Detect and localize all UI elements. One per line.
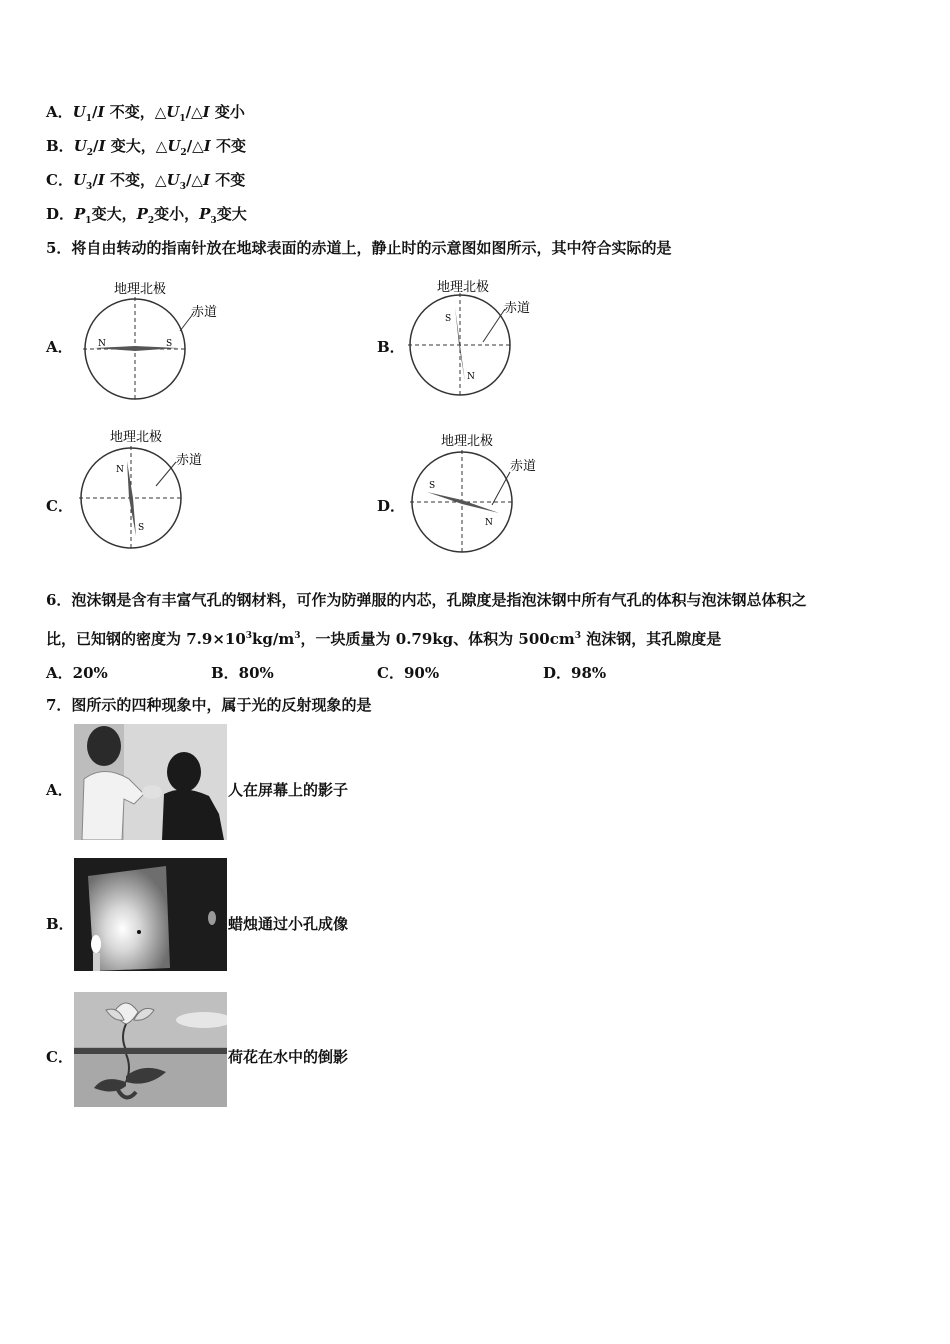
needle-n: N [98, 339, 106, 349]
q5-label-a: A． [46, 338, 73, 356]
q7-label-b: B． [46, 915, 74, 933]
lotus-reflection-photo [74, 992, 227, 1107]
north-label: 地理北极 [110, 430, 163, 445]
needle-s: S [445, 314, 452, 324]
q4-option-a: A．$U_1/I$ 不变，$\triangle U_1/\triangle I$ 变小 [46, 103, 245, 124]
needle-n: N [116, 465, 124, 475]
q7-caption-c: 荷花在水中的倒影 [228, 1048, 349, 1066]
q4-option-c: C．$U_3/I$ 不变，$\triangle U_3/\triangle I$ 不变 [46, 171, 246, 192]
equator-label: 赤道 [510, 459, 537, 474]
q7-label-c: C． [46, 1048, 73, 1066]
q6-stem-line2: 比，已知钢的密度为 $7.9\times 10^3kg/m^3$，一块质量为 0.79kg、体积为 $500cm^3$ 泡沫钢，其孔隙度是 [46, 630, 722, 648]
q6-option-c: C．90% [377, 664, 440, 682]
north-label: 地理北极 [437, 280, 490, 295]
needle-s: S [429, 481, 436, 491]
q5-label-d: D． [377, 497, 406, 515]
q7-caption-a: 人在屏幕上的影子 [228, 781, 349, 799]
north-label: 地理北极 [114, 282, 167, 297]
q4-option-b: B．$U_2/I$ 变大，$\triangle U_2/\triangle I$ 不变 [46, 137, 246, 158]
equator-label: 赤道 [191, 305, 218, 320]
q6-option-b: B．80% [211, 664, 274, 682]
q6-stem-line1: 6．泡沫钢是含有丰富气孔的钢材料，可作为防弹服的内芯，孔隙度是指泡沫钢中所有气孔的体积与泡沫钢总体积之 [46, 591, 807, 609]
equator-label: 赤道 [176, 453, 203, 468]
q5-label-b: B． [377, 338, 405, 356]
equator-label: 赤道 [504, 301, 531, 316]
needle-n: N [485, 518, 493, 528]
north-label: 地理北极 [441, 434, 494, 449]
needle-n: N [467, 372, 475, 382]
q6-option-a: A．20% [46, 664, 108, 682]
q5-stem: 5．将自由转动的指南针放在地球表面的赤道上，静止时的示意图如图所示，其中符合实际的是 [46, 239, 672, 257]
q6-option-d: D．98% [543, 664, 607, 682]
q5-label-c: C． [46, 497, 73, 515]
compass-diagram-b [403, 274, 553, 404]
q7-caption-b: 蜡烛通过小孔成像 [228, 915, 349, 933]
q7-stem: 7．图所示的四种现象中，属于光的反射现象的是 [46, 696, 372, 714]
q4-option-d: D．$P_1$变大，$P_2$变小，$P_3$变大 [46, 205, 247, 226]
compass-diagram-d [407, 430, 557, 560]
needle-s: S [166, 339, 173, 349]
shadow-photo [74, 724, 227, 840]
needle-s: S [138, 523, 145, 533]
pinhole-photo [74, 858, 227, 971]
compass-diagram-a [80, 276, 230, 406]
q7-label-a: A． [46, 781, 73, 799]
compass-diagram-c [76, 426, 226, 556]
